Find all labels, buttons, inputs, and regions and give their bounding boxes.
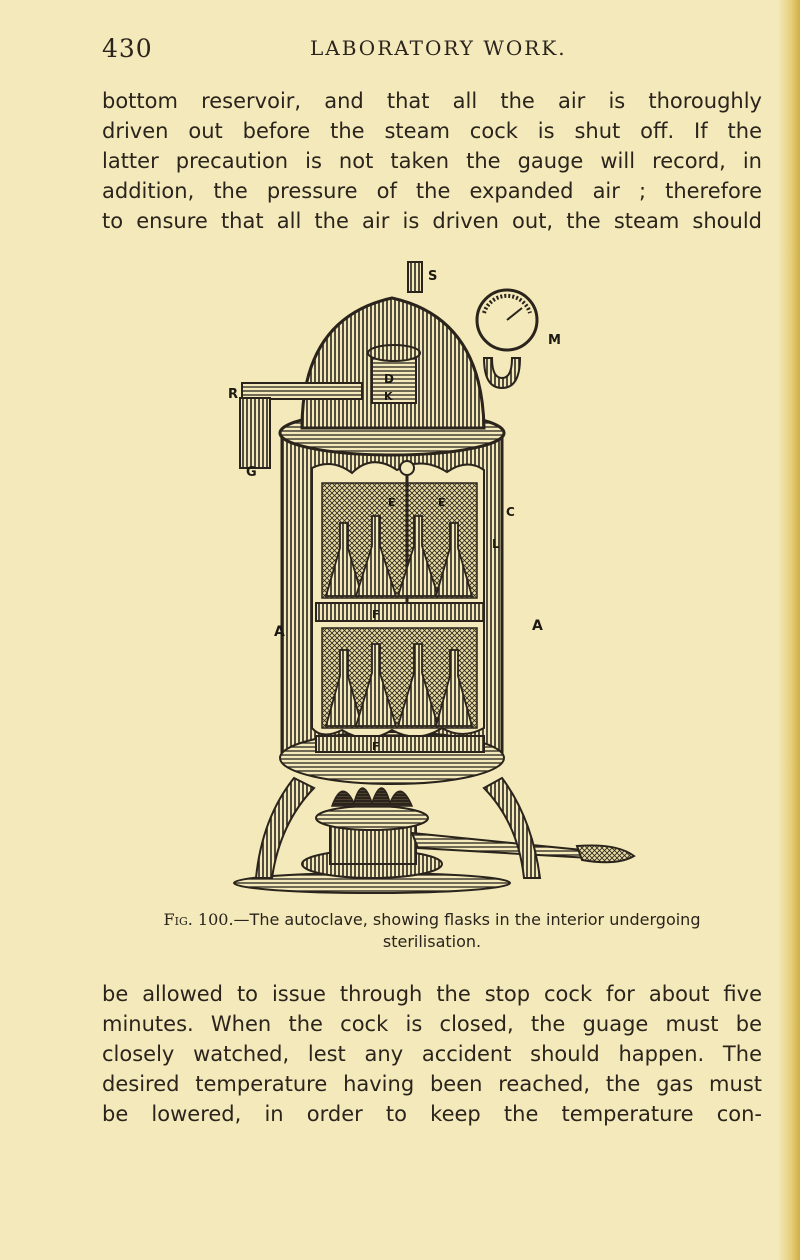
- paragraph-bottom: [102, 979, 762, 1129]
- page-header: [102, 34, 762, 64]
- label-l: L: [492, 537, 500, 551]
- lower-shelf: [316, 736, 484, 752]
- label-m: M: [548, 333, 561, 348]
- leg-right: [484, 778, 540, 878]
- text-line: driven out before the steam cock is shut off. If the: [102, 119, 762, 143]
- text-line: bottom reservoir, and that all the air is thoroughly: [102, 89, 762, 113]
- label-a-left: A: [274, 624, 285, 640]
- valve-cap: [368, 345, 420, 361]
- label-k: K: [384, 390, 393, 403]
- label-f1: F: [372, 608, 380, 621]
- stop-cock-arm: [242, 383, 362, 399]
- label-g: G: [246, 465, 257, 480]
- caption-text: —The autoclave, showing flasks in the interior undergoing: [233, 910, 701, 929]
- text-line: to ensure that all the air is driven out, the steam should: [102, 209, 762, 233]
- figure-caption: [102, 909, 762, 953]
- paragraph-top: [102, 86, 762, 236]
- steam-outlet: [408, 262, 422, 292]
- rod-top: [400, 461, 414, 475]
- page-number: 430: [102, 34, 153, 63]
- burner-ring: [316, 806, 428, 830]
- label-d: D: [384, 372, 394, 386]
- text-line: latter precaution is not taken the gauge will record, in: [102, 149, 762, 173]
- label-f2: F: [372, 740, 380, 753]
- gas-tube: [412, 833, 590, 858]
- running-title: LABORATORY WORK.: [310, 36, 567, 60]
- text-line: minutes. When the cock is closed, the guage must be: [102, 1012, 762, 1036]
- caption-text-line2: sterilisation.: [382, 932, 482, 951]
- label-c: C: [506, 505, 515, 519]
- text-line: addition, the pressure of the expanded air ; therefore: [102, 179, 762, 203]
- label-r: R: [228, 387, 239, 402]
- label-s: S: [428, 269, 438, 284]
- text-line: closely watched, lest any accident should happen. The: [102, 1042, 762, 1066]
- figure-number: Fig. 100.: [163, 910, 234, 929]
- page-edge-shading: [778, 0, 800, 1260]
- label-e1: E: [388, 496, 396, 509]
- label-a-right: A: [532, 618, 543, 634]
- gas-nozzle: [577, 845, 634, 862]
- autoclave-engraving: [222, 258, 642, 898]
- burner-flame: [332, 788, 412, 806]
- upper-shelf: [316, 603, 484, 621]
- label-e2: E: [438, 496, 446, 509]
- text-line: desired temperature having been reached, the gas must: [102, 1072, 762, 1096]
- gauge-siphon: [484, 358, 520, 388]
- text-line: be lowered, in order to keep the temperature con-: [102, 1102, 762, 1126]
- stop-cock: [240, 398, 270, 468]
- text-line: be allowed to issue through the stop cock for about five: [102, 982, 762, 1006]
- autoclave-illustration: [222, 258, 642, 898]
